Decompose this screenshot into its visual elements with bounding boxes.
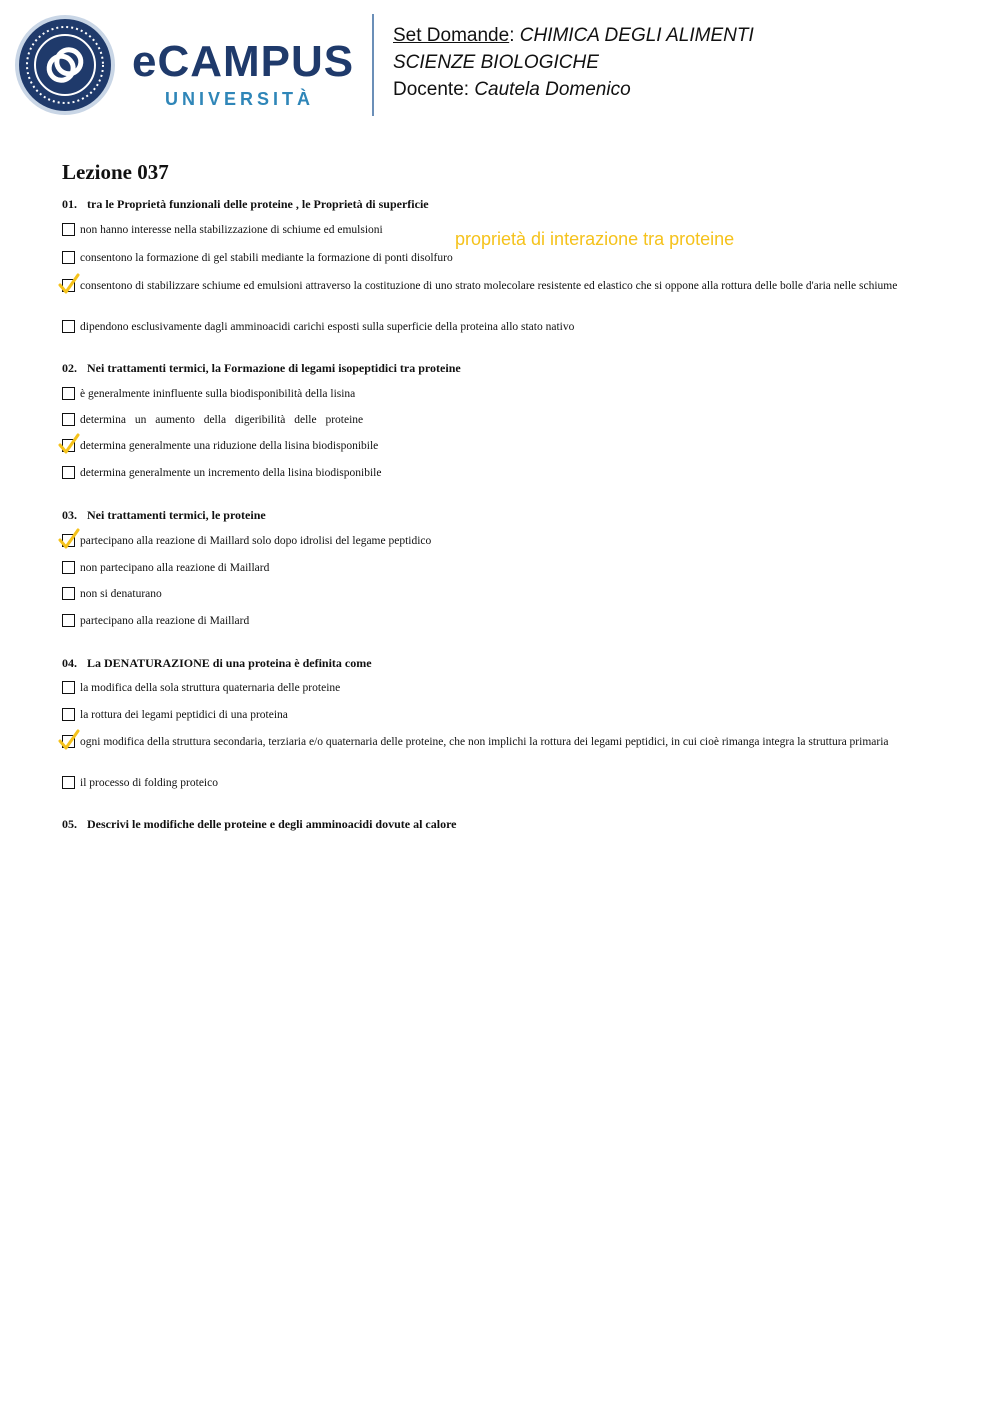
question-number: 01. (62, 197, 77, 211)
option-text: consentono di stabilizzare schiume ed emulsioni attraverso la costituzione di uno strato molecolare resistente ed elastico che si oppone alla rottura delle bolle d'aria nelle schiume (80, 280, 898, 292)
question-05 (62, 817, 457, 832)
option-text: consentono la formazione di gel stabili mediante la formazione di ponti disolfuro (80, 252, 453, 264)
checkbox[interactable] (62, 223, 75, 236)
option-03-d[interactable] (62, 614, 932, 628)
question-number: 03. (62, 508, 77, 522)
option-text: la rottura dei legami peptidici di una proteina (80, 709, 288, 721)
question-number: 04. (62, 656, 77, 670)
option-02-b[interactable] (62, 413, 932, 427)
option-04-a[interactable] (62, 681, 932, 695)
option-01-a[interactable] (62, 223, 932, 237)
question-02 (62, 361, 461, 376)
checkbox[interactable] (62, 320, 75, 333)
course-line (393, 49, 754, 76)
option-text: è generalmente ininfluente sulla biodisponibilità della lisina (80, 388, 356, 400)
question-text: La DENATURAZIONE di una proteina è definita come (87, 656, 372, 670)
option-03-c[interactable] (62, 587, 932, 601)
checkbox[interactable] (62, 561, 75, 574)
question-text: Nei trattamenti termici, le proteine (87, 508, 266, 522)
option-text: partecipano alla reazione di Maillard solo dopo idrolisi del legame peptidico (80, 535, 432, 547)
checkmark-icon (58, 273, 80, 295)
option-04-c[interactable] (62, 735, 932, 749)
option-02-a[interactable] (62, 387, 932, 401)
document-header (0, 0, 1000, 130)
question-01 (62, 197, 429, 212)
option-04-b[interactable] (62, 708, 932, 722)
lesson-title: Lezione 037 (62, 160, 169, 184)
set-label: Set Domande (393, 25, 510, 46)
question-number: 02. (62, 361, 77, 375)
option-text: il processo di folding proteico (80, 777, 218, 789)
ecampus-seal-logo (14, 14, 116, 116)
option-text: la modifica della sola struttura quaternaria delle proteine (80, 682, 341, 694)
question-number: 05. (62, 817, 77, 831)
universita-wordmark: UNIVERSITÀ (165, 89, 315, 109)
option-text: determina generalmente una riduzione della lisina biodisponibile (80, 440, 379, 452)
option-text: non si denaturano (80, 588, 162, 600)
teacher-label: Docente: (393, 79, 470, 100)
question-text: Descrivi le modifiche delle proteine e degli amminoacidi dovute al calore (87, 817, 457, 831)
checkbox[interactable] (62, 413, 75, 426)
teacher-name: Cautela Domenico (474, 79, 631, 100)
checkbox[interactable] (62, 776, 75, 789)
question-text: tra le Proprietà funzionali delle proteine , le Proprietà di superficie (87, 197, 429, 211)
option-text: determina un aumento della digeribilità delle proteine (80, 414, 364, 426)
set-course: SCIENZE BIOLOGICHE (393, 52, 599, 73)
teacher-line (393, 76, 754, 103)
option-text: ogni modifica della struttura secondaria, terziaria e/o quaternaria delle proteine, che non implichi la rottura dei legami peptidici, in cui cioè rimanga integra la struttura primaria (80, 736, 889, 748)
question-03 (62, 508, 266, 523)
checkmark-icon (58, 528, 80, 550)
checkmark-icon (58, 433, 80, 455)
set-info (393, 22, 754, 103)
checkbox[interactable] (62, 681, 75, 694)
handwritten-annotation: proprietà di interazione tra proteine (455, 229, 735, 249)
option-text: dipendono esclusivamente dagli amminoacidi carichi esposti sulla superficie della proteina allo stato nativo (80, 321, 575, 333)
option-04-d[interactable] (62, 776, 932, 790)
set-subject: CHIMICA DEGLI ALIMENTI (519, 25, 754, 46)
ecampus-wordmark: eCAMPUS (132, 37, 355, 86)
option-01-b[interactable] (62, 251, 932, 265)
checkbox[interactable] (62, 251, 75, 264)
checkbox[interactable] (62, 466, 75, 479)
checkbox[interactable] (62, 587, 75, 600)
option-text: partecipano alla reazione di Maillard (80, 615, 250, 627)
option-01-d[interactable] (62, 320, 932, 334)
option-03-a[interactable] (62, 534, 932, 548)
option-text: non partecipano alla reazione di Maillard (80, 562, 270, 574)
option-02-d[interactable] (62, 466, 932, 480)
checkbox[interactable] (62, 614, 75, 627)
checkbox[interactable] (62, 387, 75, 400)
header-divider (372, 14, 374, 116)
question-text: Nei trattamenti termici, la Formazione di legami isopeptidici tra proteine (87, 361, 461, 375)
option-02-c[interactable] (62, 439, 932, 453)
option-text: non hanno interesse nella stabilizzazione di schiume ed emulsioni (80, 224, 383, 236)
option-03-b[interactable] (62, 561, 932, 575)
set-line: Set Domande: CHIMICA DEGLI ALIMENTI (393, 25, 754, 46)
checkbox[interactable] (62, 708, 75, 721)
option-01-c[interactable] (62, 279, 932, 293)
question-04 (62, 656, 372, 671)
option-text: determina generalmente un incremento della lisina biodisponibile (80, 467, 382, 479)
checkmark-icon (58, 729, 80, 751)
